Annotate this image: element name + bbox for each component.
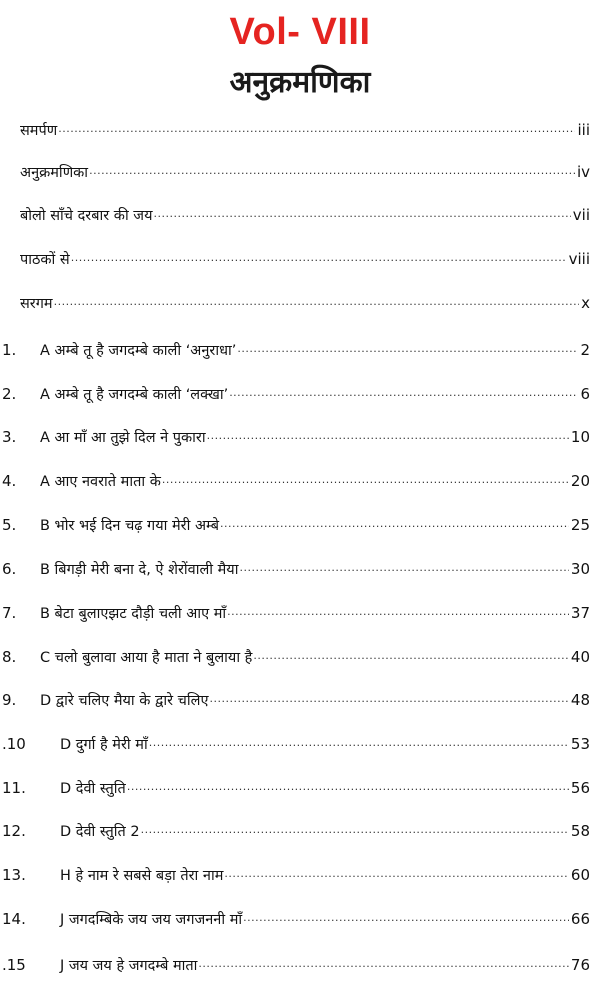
toc-title: H हे नाम रे सबसे बड़ा तेरा नाम xyxy=(60,868,224,884)
toc-title: J जगदम्बिके जय जय जगजननी माँ xyxy=(60,912,243,928)
toc-number: .10 xyxy=(2,735,26,753)
toc-number: 7. xyxy=(2,604,17,622)
toc-title: D द्वारे चलिए मैया के द्वारे चलिए xyxy=(40,693,209,709)
toc-number: .15 xyxy=(2,956,26,974)
toc-title: B बिगड़ी मेरी बना दे, ऐ शेरोंवाली मैया xyxy=(40,562,239,578)
dot-leader xyxy=(237,336,578,362)
toc-title: B भोर भई दिन चढ़ गया मेरी अम्बे xyxy=(40,518,220,534)
toc-number: 11. xyxy=(2,779,26,797)
dot-leader xyxy=(58,116,575,142)
dot-leader xyxy=(198,951,568,977)
toc-row[interactable] xyxy=(0,644,600,670)
toc-row[interactable] xyxy=(0,687,600,713)
toc-title: J जय जय हे जगदम्बे माता xyxy=(60,958,198,974)
dot-leader xyxy=(227,599,569,625)
toc-row[interactable] xyxy=(0,731,600,757)
toc-row[interactable] xyxy=(0,424,600,450)
toc-page-number: 53 xyxy=(570,735,590,753)
toc-title: A अम्बे तू है जगदम्बे काली ‘अनुराधा’ xyxy=(40,343,237,359)
volume-title: Vol- VIII xyxy=(229,11,371,53)
dot-leader xyxy=(220,511,569,537)
toc-title: A अम्बे तू है जगदम्बे काली ‘लक्खा’ xyxy=(40,387,229,403)
toc-row[interactable] xyxy=(0,952,600,978)
toc-page-number: 10 xyxy=(570,428,590,446)
toc-title: D दुर्गा है मेरी माँ xyxy=(60,737,148,753)
dot-leader xyxy=(209,686,568,712)
toc-title: समर्पण xyxy=(20,123,58,139)
toc-number: 3. xyxy=(2,428,17,446)
dot-leader xyxy=(141,817,569,843)
dot-leader xyxy=(243,905,569,931)
toc-row-readers[interactable] xyxy=(0,246,600,272)
toc-title: C चलो बुलावा आया है माता ने बुलाया है xyxy=(40,650,253,666)
toc-title: A आए नवराते माता के xyxy=(40,474,161,490)
toc-title: पाठकों से xyxy=(20,252,70,268)
toc-heading: अनुक्रमणिका xyxy=(229,65,371,100)
dot-leader xyxy=(89,158,575,184)
toc-title: D देवी स्तुति 2 xyxy=(60,824,140,840)
toc-row-jai[interactable] xyxy=(0,202,600,228)
toc-page-number: 20 xyxy=(570,472,590,490)
toc-number: 4. xyxy=(2,472,17,490)
toc-number: 14. xyxy=(2,910,26,928)
toc-row[interactable] xyxy=(0,775,600,801)
toc-row[interactable] xyxy=(0,468,600,494)
dot-leader xyxy=(229,380,578,406)
toc-page-number: 60 xyxy=(570,866,590,884)
toc-number: 1. xyxy=(2,341,17,359)
toc-row[interactable] xyxy=(0,600,600,626)
dot-leader xyxy=(207,423,569,449)
toc-title: B बेटा बुलाएझट दौड़ी चली आए माँ xyxy=(40,606,227,622)
toc-page-number: viii xyxy=(568,250,590,268)
toc-row-dedication[interactable] xyxy=(0,117,600,143)
toc-row[interactable] xyxy=(0,906,600,932)
dot-leader xyxy=(71,245,567,271)
toc-page-number: 66 xyxy=(570,910,590,928)
dot-leader xyxy=(127,774,569,800)
toc-title: A आ माँ आ तुझे दिल ने पुकारा xyxy=(40,430,206,446)
dot-leader xyxy=(239,555,568,581)
toc-number: 9. xyxy=(2,691,17,709)
toc-title: सरगम xyxy=(20,296,53,312)
toc-page-number: 6 xyxy=(580,385,590,403)
toc-page-number: 56 xyxy=(570,779,590,797)
toc-title: अनुक्रमणिका xyxy=(20,165,89,181)
dot-leader xyxy=(162,467,569,493)
toc-page-number: 58 xyxy=(570,822,590,840)
toc-row[interactable] xyxy=(0,556,600,582)
dot-leader xyxy=(153,201,570,227)
toc-row-sargam[interactable] xyxy=(0,290,600,316)
toc-page-number: 37 xyxy=(570,604,590,622)
toc-number: 8. xyxy=(2,648,17,666)
toc-title: D देवी स्तुति xyxy=(60,781,126,797)
toc-page-number: 2 xyxy=(580,341,590,359)
toc-row[interactable] xyxy=(0,862,600,888)
toc-number: 2. xyxy=(2,385,17,403)
toc-number: 5. xyxy=(2,516,17,534)
toc-page-number: vii xyxy=(572,206,590,224)
toc-row[interactable] xyxy=(0,337,600,363)
toc-number: 6. xyxy=(2,560,17,578)
toc-row[interactable] xyxy=(0,818,600,844)
toc-page-number: 40 xyxy=(570,648,590,666)
dot-leader xyxy=(224,861,569,887)
toc-page-number: x xyxy=(581,294,590,312)
toc-page-number: iii xyxy=(577,121,590,139)
toc-number: 13. xyxy=(2,866,26,884)
dot-leader xyxy=(253,643,569,669)
toc-page-number: 76 xyxy=(570,956,590,974)
toc-page-number: 30 xyxy=(570,560,590,578)
dot-leader xyxy=(149,730,569,756)
toc-page-number: 25 xyxy=(570,516,590,534)
toc-page-number: iv xyxy=(576,163,590,181)
toc-title: बोलो साँचे दरबार की जय xyxy=(20,208,153,224)
toc-page-number: 48 xyxy=(570,691,590,709)
toc-number: 12. xyxy=(2,822,26,840)
dot-leader xyxy=(54,289,580,315)
toc-row-contents[interactable] xyxy=(0,159,600,185)
toc-row[interactable] xyxy=(0,512,600,538)
toc-row[interactable] xyxy=(0,381,600,407)
